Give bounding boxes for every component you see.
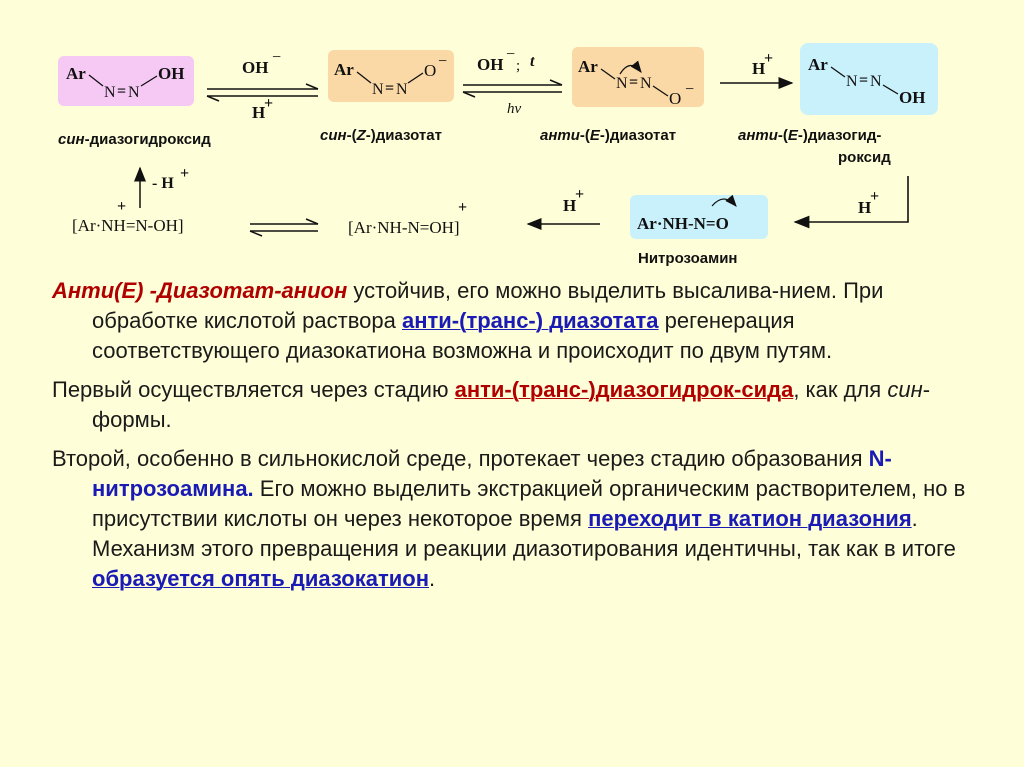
equilibrium-arrow-2 bbox=[463, 46, 562, 117]
svg-text:+: + bbox=[870, 188, 880, 205]
svg-text:−: − bbox=[272, 49, 282, 66]
svg-text:H: H bbox=[752, 59, 766, 78]
compound-label: син-диазогидроксид bbox=[58, 131, 211, 148]
svg-text:t: t bbox=[530, 53, 535, 70]
svg-text:Ar: Ar bbox=[334, 60, 354, 79]
svg-text:−: − bbox=[685, 81, 695, 98]
svg-text:OH: OH bbox=[242, 58, 269, 77]
svg-text:−: − bbox=[506, 46, 516, 63]
svg-text:N: N bbox=[372, 81, 384, 98]
svg-text:+: + bbox=[764, 50, 774, 67]
svg-text:−: − bbox=[438, 53, 448, 70]
svg-text:=: = bbox=[859, 72, 869, 89]
svg-text:OH: OH bbox=[477, 55, 504, 74]
svg-text:[Ar·NH=N-OH]: [Ar·NH=N-OH] bbox=[72, 216, 184, 235]
svg-text:+: + bbox=[575, 186, 585, 203]
svg-text:=: = bbox=[629, 74, 639, 91]
emphasis: анти-(транс-) диазотата bbox=[401, 308, 659, 333]
paragraph-1: Анти(E) -Диазотат-анион устойчив, его можно выделить высалива-нием. При обработке кислотой раствора анти-(транс-) диазотата регенерация соответствующего диазокатиона возможна и происходит по двум путям. bbox=[52, 278, 884, 363]
reaction-arrow-3 bbox=[720, 50, 792, 83]
svg-text:N: N bbox=[846, 73, 858, 90]
oh-text: OH bbox=[158, 64, 185, 83]
svg-text:=: = bbox=[385, 80, 395, 97]
syn-z-diazotate bbox=[320, 50, 454, 144]
nitrosoamine-label: Нитрозоамин bbox=[638, 250, 738, 267]
anti-e-diazotate bbox=[540, 47, 704, 144]
svg-text:+: + bbox=[180, 165, 190, 182]
svg-text:hν: hν bbox=[507, 101, 522, 117]
explanation-text bbox=[52, 276, 970, 603]
emphasis: N-нитрозоамина. bbox=[92, 446, 892, 501]
svg-text:N: N bbox=[870, 73, 882, 90]
cation-ar-nh-n-oh-left bbox=[72, 165, 189, 235]
svg-text:O: O bbox=[669, 89, 682, 108]
svg-text:- H: - H bbox=[152, 175, 174, 192]
compound-label: син-(Z-)диазотат bbox=[320, 127, 442, 144]
double-bond-text: = bbox=[117, 83, 127, 100]
svg-text:OH: OH bbox=[899, 88, 926, 107]
svg-text:N: N bbox=[396, 81, 408, 98]
svg-text:Ar: Ar bbox=[808, 55, 828, 74]
reaction-arrow-row2 bbox=[528, 186, 600, 224]
emphasis: Анти(E) -Диазотат-анион bbox=[52, 278, 348, 303]
compound-label: анти-(E-)диазотат bbox=[540, 127, 677, 144]
svg-text:;: ; bbox=[516, 58, 521, 74]
elbow-arrow-right bbox=[795, 176, 908, 222]
syn-diazohydroxide bbox=[58, 56, 211, 148]
cation-ar-nh-n-oh bbox=[348, 199, 467, 237]
svg-text:H: H bbox=[563, 196, 577, 215]
nitrosoamine bbox=[630, 195, 768, 267]
svg-text:Ar·NH-N=O: Ar·NH-N=O bbox=[637, 214, 729, 233]
svg-text:+: + bbox=[117, 198, 127, 215]
svg-text:H: H bbox=[858, 198, 872, 217]
n-text: N bbox=[104, 84, 116, 101]
svg-text:N: N bbox=[616, 75, 628, 92]
svg-text:H: H bbox=[252, 103, 266, 122]
emphasis: переходит в катион диазония bbox=[588, 506, 912, 531]
reaction-scheme bbox=[0, 0, 1024, 272]
compound-label: анти-(E-)диазогид- bbox=[738, 127, 882, 144]
emphasis: анти-(транс-)диазогидрок-сида bbox=[454, 377, 794, 402]
svg-text:N: N bbox=[640, 75, 652, 92]
n-text: N bbox=[128, 84, 140, 101]
equilibrium-arrow-1 bbox=[207, 49, 318, 122]
svg-text:[Ar·NH-N=OH]: [Ar·NH-N=OH] bbox=[348, 218, 460, 237]
ar-text: Ar bbox=[66, 64, 86, 83]
svg-text:+: + bbox=[264, 95, 274, 112]
equilibrium-arrow-row2 bbox=[250, 219, 318, 236]
compound-label-line2: роксид bbox=[838, 149, 891, 166]
paragraph-3: Второй, особенно в сильнокислой среде, протекает через стадию образования N-нитрозоамина. Его можно выделить экстракцией органическим растворителем, но в присутствии кислоты он через некоторое время переходит в катион диазония. Механизм этого превращения и реакции диазотирования идентичны, так как в итоге образуется опять диазокатион. bbox=[52, 446, 966, 591]
paragraph-2: Первый осуществляется через стадию анти-(транс-)диазогидрок-сида, как для син-формы. bbox=[52, 377, 931, 432]
emphasis: образуется опять диазокатион bbox=[92, 566, 429, 591]
svg-text:Ar: Ar bbox=[578, 57, 598, 76]
svg-text:+: + bbox=[458, 199, 468, 216]
svg-text:O: O bbox=[424, 61, 437, 80]
